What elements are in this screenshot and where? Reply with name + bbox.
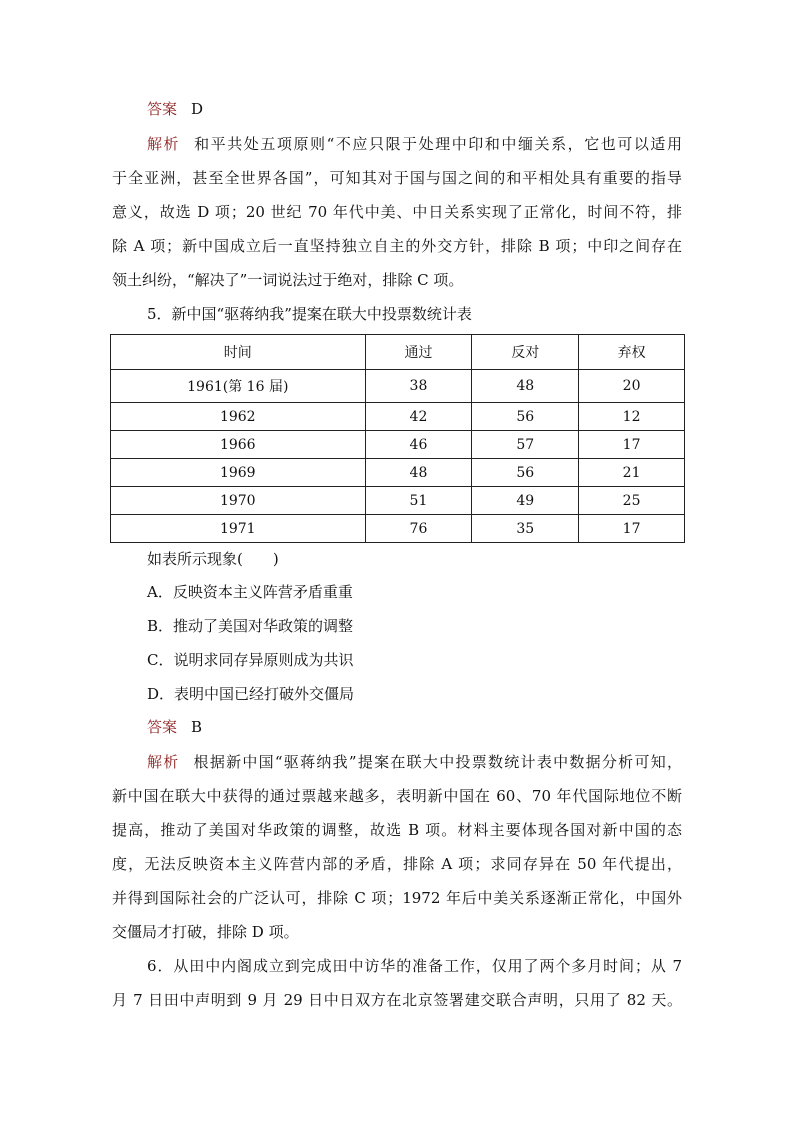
table-row (111, 459, 685, 487)
question-5-title: 5．新中国“驱蒋纳我”提案在联大中投票数统计表 (147, 305, 472, 323)
table-row (111, 370, 685, 403)
table-cell: 57 (472, 431, 579, 459)
answer-label: 答案 (147, 100, 178, 118)
question-stem: 如表所示现象( ) (147, 550, 279, 568)
option-a: A．反映资本主义阵营矛盾重重 (147, 583, 353, 601)
vote-table (110, 334, 685, 543)
table-cell: 12 (579, 403, 685, 431)
analysis-line: 新中国在联大中获得的通过票越来越多，表明新中国在 60、70 年代国际地位不断 (112, 787, 682, 805)
analysis-line (147, 134, 682, 154)
analysis-line: 意义，故选 D 项；20 世纪 70 年代中美、中日关系实现了正常化，时间不符，排 (112, 203, 682, 221)
answer-label: 答案 (147, 718, 178, 736)
analysis-line: 于全亚洲，甚至全世界各国”，可知其对于国与国之间的和平相处具有重要的指导 (112, 169, 682, 187)
analysis-line (147, 752, 682, 772)
table-cell: 48 (472, 370, 579, 403)
option-d: D．表明中国已经打破外交僵局 (147, 685, 355, 703)
option-c: C．说明求同存异原则成为共识 (147, 651, 354, 669)
table-row (111, 487, 685, 515)
table-header-cell: 时间 (111, 335, 366, 370)
answer-line-1 (147, 99, 203, 119)
table-header-row (111, 335, 685, 370)
answer-value: B (191, 718, 203, 736)
table-cell: 1966 (111, 431, 366, 459)
table-cell: 1971 (111, 515, 366, 543)
table-header-cell: 通过 (365, 335, 472, 370)
table-cell: 51 (365, 487, 472, 515)
analysis-line: 交僵局才打破，排除 D 项。 (112, 923, 299, 941)
table-row (111, 431, 685, 459)
analysis-text: 和平共处五项原则“不应只限于处理中印和中缅关系，它也可以适用 (194, 135, 682, 153)
table-cell: 56 (472, 403, 579, 431)
analysis-label: 解析 (147, 135, 181, 153)
table-cell: 1970 (111, 487, 366, 515)
table-cell: 56 (472, 459, 579, 487)
analysis-line: 度，无法反映资本主义阵营内部的矛盾，排除 A 项；求同存异在 50 年代提出， (112, 855, 682, 873)
table-cell: 1969 (111, 459, 366, 487)
option-b: B．推动了美国对华政策的调整 (147, 617, 354, 635)
table-cell: 1962 (111, 403, 366, 431)
answer-line-2 (147, 717, 202, 737)
table-cell: 38 (365, 370, 472, 403)
analysis-line: 并得到国际社会的广泛认可，排除 C 项；1972 年后中美关系逐渐正常化，中国外 (112, 889, 682, 907)
question-6-line: 月 7 日田中声明到 9 月 29 日中日双方在北京签署建交联合声明，只用了 82 天。 (112, 991, 682, 1009)
analysis-line: 除 A 项；新中国成立后一直坚持独立自主的外交方针，排除 B 项；中印之间存在 (112, 237, 682, 255)
analysis-line: 提高，推动了美国对华政策的调整，故选 B 项。材料主要体现各国对新中国的态 (112, 821, 682, 839)
table-cell: 1961(第 16 届) (111, 370, 366, 403)
table-row (111, 403, 685, 431)
table-cell: 48 (365, 459, 472, 487)
table-row (111, 515, 685, 543)
answer-value: D (191, 100, 204, 118)
analysis-line: 领土纠纷，“解决了”一词说法过于绝对，排除 C 项。 (112, 271, 464, 289)
analysis-text: 根据新中国“驱蒋纳我”提案在联大中投票数统计表中数据分析可知， (193, 753, 682, 771)
table-cell: 35 (472, 515, 579, 543)
table-header-cell: 弃权 (579, 335, 685, 370)
table-cell: 49 (472, 487, 579, 515)
table-cell: 46 (365, 431, 472, 459)
table-cell: 21 (579, 459, 685, 487)
table-header-cell: 反对 (472, 335, 579, 370)
table-cell: 76 (365, 515, 472, 543)
table-cell: 20 (579, 370, 685, 403)
question-6-line: 6．从田中内阁成立到完成田中访华的准备工作，仅用了两个多月时间；从 7 (147, 957, 682, 975)
analysis-label: 解析 (147, 753, 180, 771)
table-cell: 25 (579, 487, 685, 515)
table-cell: 17 (579, 431, 685, 459)
table-cell: 17 (579, 515, 685, 543)
table-cell: 42 (365, 403, 472, 431)
